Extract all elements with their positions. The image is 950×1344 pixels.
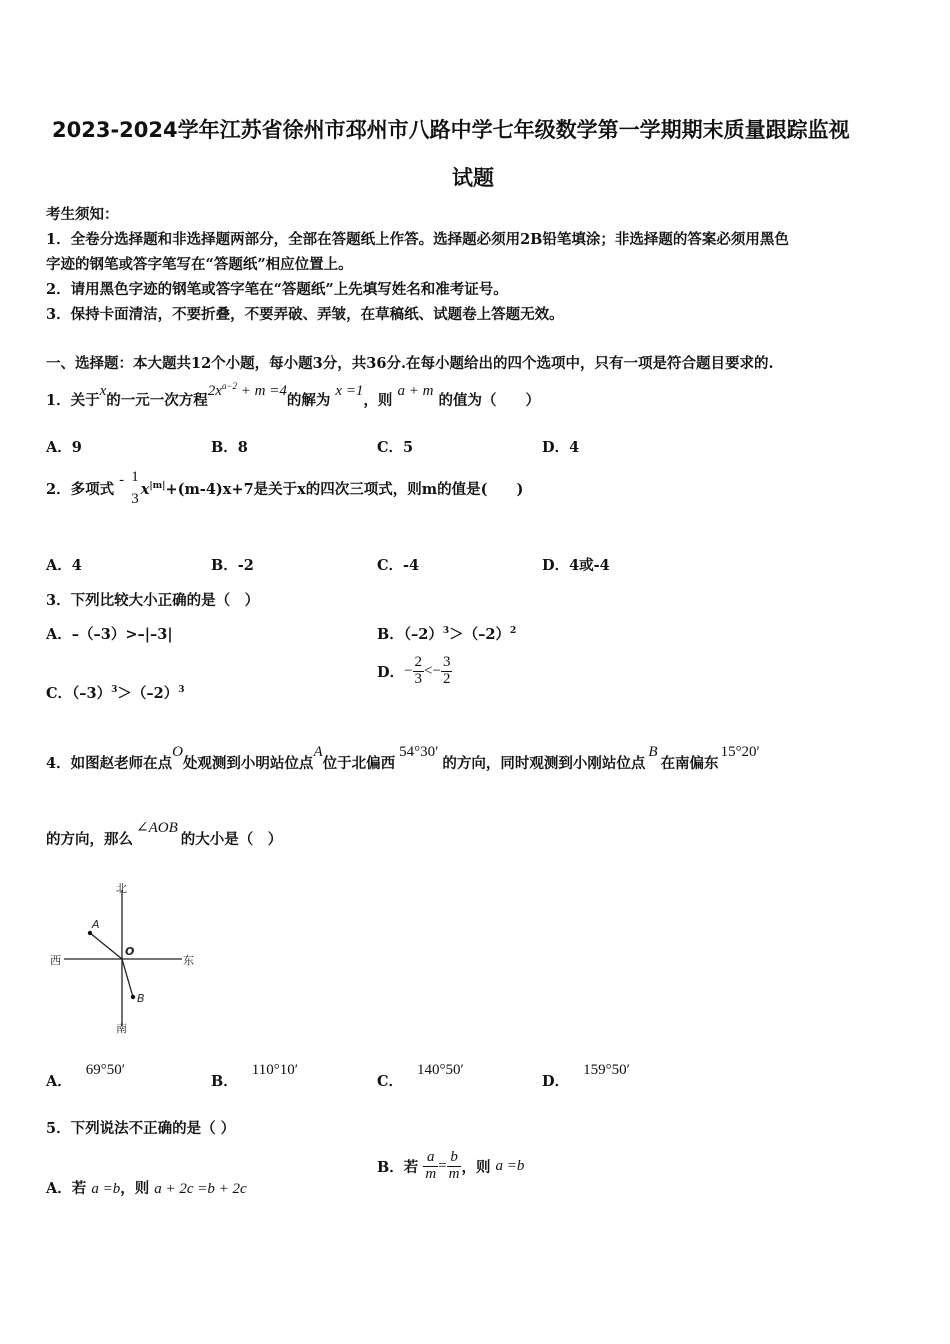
label-b: B bbox=[137, 992, 145, 1005]
q4-stem-line1: 4．如图赵老师在点O处观测到小明站位点A位于北偏西54°30′的方向，同时观测到小刚站位点B在南偏东15°20′ bbox=[46, 744, 760, 772]
ray-oa bbox=[90, 933, 122, 959]
point-a bbox=[88, 931, 92, 935]
point-b bbox=[131, 995, 135, 999]
q1-option-d[interactable]: D．4 bbox=[542, 439, 580, 456]
q2-option-c[interactable]: C．-4 bbox=[377, 557, 420, 574]
q5-option-b[interactable]: B．若 $\frac{a}{m}$ = $\frac{b}{m}$ ，则 a =b bbox=[377, 1149, 525, 1182]
q4-option-d[interactable]: D．159°50′ bbox=[542, 1062, 630, 1090]
notice-item1-line2: 字迹的钢笔或答字笔写在“答题纸”相应位置上。 bbox=[46, 256, 353, 273]
label-o: O bbox=[125, 945, 135, 958]
q4-option-a[interactable]: A．69°50′ bbox=[46, 1062, 126, 1090]
q1-stem: 1．关于x的一元一次方程$2x^{a-2} + m =4$的解为 x =1，则 a + m 的值为（ ） bbox=[46, 381, 541, 409]
section-heading: 一、选择题：本大题共12个小题，每小题3分，共36分.在每小题给出的四个选项中，只有一项是符合题目要求的. bbox=[46, 355, 774, 372]
q1-option-c[interactable]: C．5 bbox=[377, 439, 414, 456]
q4-compass-figure bbox=[44, 876, 204, 1038]
q2-option-d[interactable]: D．4或-4 bbox=[542, 557, 610, 574]
south-label: 南 bbox=[116, 1022, 127, 1035]
q4-stem-line2: 的方向，那么∠AOB的大小是（ ） bbox=[46, 820, 283, 848]
q3-option-d[interactable]: D．− $\frac{2}{3}$ <− $\frac{3}{2}$ bbox=[377, 654, 451, 687]
west-label: 西 bbox=[50, 954, 61, 967]
notice-heading: 考生须知： bbox=[46, 206, 119, 223]
page-title-line2: 试题 bbox=[452, 166, 494, 190]
q1-option-a[interactable]: A．9 bbox=[46, 439, 82, 456]
q4-option-b[interactable]: B．110°10′ bbox=[211, 1062, 298, 1090]
label-a: A bbox=[92, 918, 100, 931]
q5-stem: 5．下列说法不正确的是（ ） bbox=[46, 1120, 236, 1137]
q3-option-a[interactable]: A．–（–3）>–|–3| bbox=[46, 626, 173, 643]
notice-item3: 3．保持卡面清洁，不要折叠，不要弄破、弄皱，在草稿纸、试题卷上答题无效。 bbox=[46, 306, 564, 323]
q4-option-c[interactable]: C．140°50′ bbox=[377, 1062, 464, 1090]
notice-item2: 2．请用黑色字迹的钢笔或答字笔在“答题纸”上先填写姓名和准考证号。 bbox=[46, 281, 508, 298]
q5-option-a[interactable]: A．若 a =b，则 a + 2c =b + 2c bbox=[46, 1180, 247, 1197]
q3-option-b[interactable]: B．$(-2)^3>(-2)^2$ bbox=[377, 626, 517, 643]
q3-stem: 3．下列比较大小正确的是（ ） bbox=[46, 592, 260, 609]
q3-option-c[interactable]: C．$(-3)^3>(-2)^3$ bbox=[46, 685, 185, 702]
east-label: 东 bbox=[183, 954, 194, 967]
ray-ob bbox=[122, 959, 133, 997]
q2-stem: 2．多项式 - 1 3 $x^{|m|}+(m-4)x+7$是关于x的四次三项式，则m的值是( ) bbox=[46, 469, 524, 507]
notice-item1-line1: 1．全卷分选择题和非选择题两部分，全部在答题纸上作答。选择题必须用2B铅笔填涂；非选择题的答案必须用黑色 bbox=[46, 231, 789, 248]
page-title-line1: 2023-2024学年江苏省徐州市邳州市八路中学七年级数学第一学期期末质量跟踪监视 bbox=[52, 118, 850, 142]
q1-option-b[interactable]: B．8 bbox=[211, 439, 248, 456]
q2-option-a[interactable]: A．4 bbox=[46, 557, 82, 574]
north-label: 北 bbox=[116, 882, 127, 895]
q2-option-b[interactable]: B．-2 bbox=[211, 557, 254, 574]
